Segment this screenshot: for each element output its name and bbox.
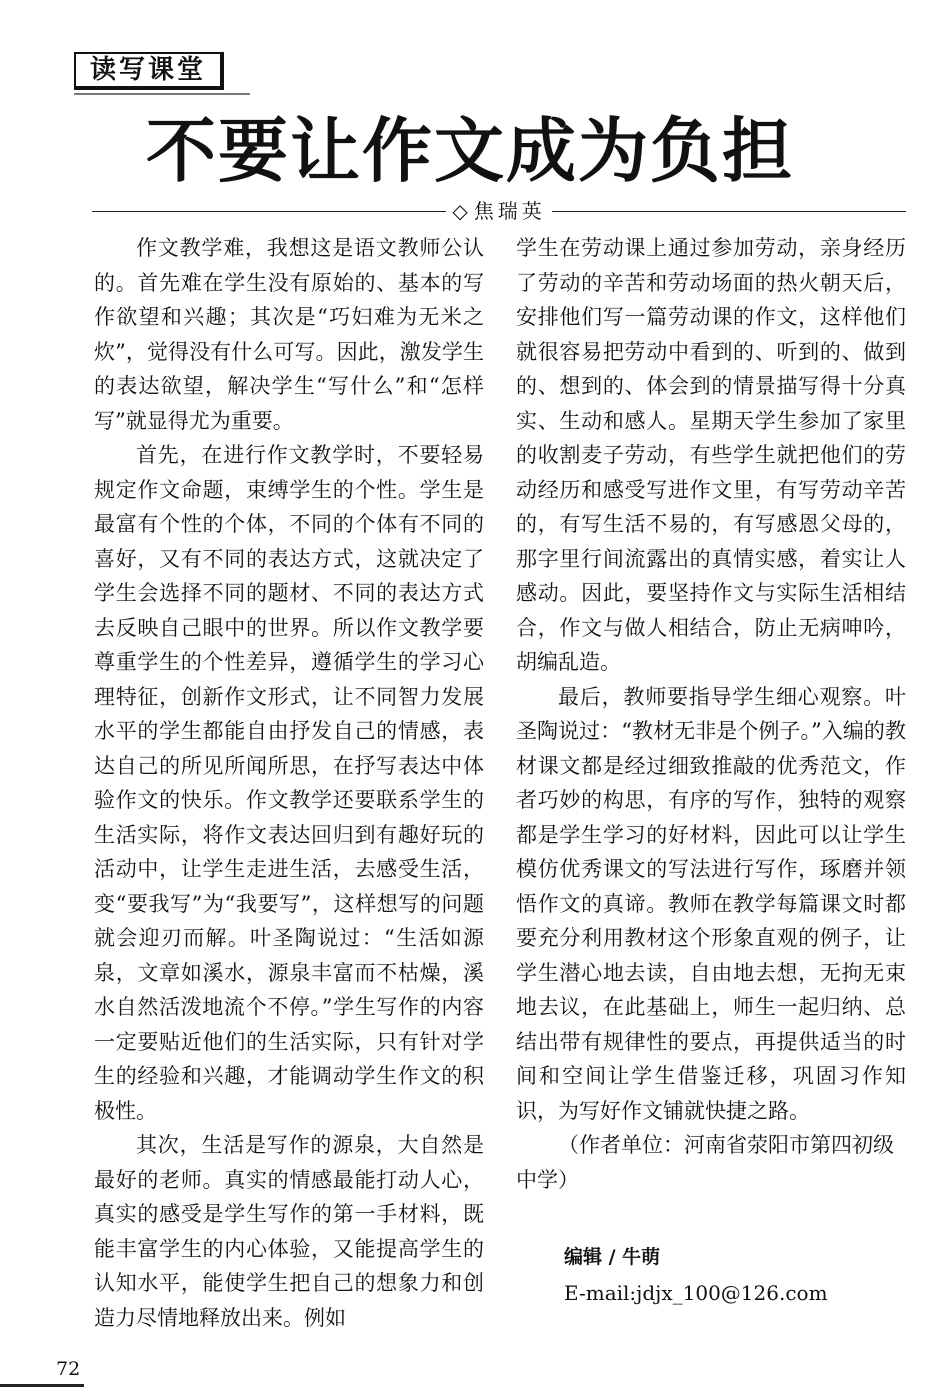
editor-email: E-mail:jdjx_100@126.com (564, 1281, 828, 1305)
page-number: 72 (56, 1358, 81, 1380)
byline-rule-left (92, 211, 446, 212)
paragraph: 其次，生活是写作的源泉，大自然是最好的老师。真实的情感最能打动人心，真实的感受是学生写作的第一手材料，既能丰富学生的内心体验，又能提高学生的认知水平，能使学生把自己的想象力和创造力尽情地释放出来。例如 (94, 1133, 484, 1330)
paragraph: 首先，在进行作文教学时，不要轻易规定作文命题，束缚学生的个性。学生是最富有个性的个体，不同的个体有不同的喜好，又有不同的表达方式，这就决定了学生会选择不同的题材、不同的表达方式去反映自己眼中的世界。所以作文教学要尊重学生的个性差异，遵循学生的学习心理特征，创新作文形式，让不同智力发展水平的学生都能自由抒发自己的情感，表达自己的所见所闻所思，在抒写表达中体验作文的快乐。作文教学还要联系学生的生活实际，将作文表达回归到有趣好玩的活动中，让学生走进生活，去感受生活，变“要我写”为“我要写”，这样想写的问题就会迎刃而解。叶圣陶说过：“生活如源泉，文章如溪水，源泉丰富而不枯燥，溪水自然活泼地流个不停。”学生写作的内容一定要贴近他们的生活实际，只有针对学生的经验和兴趣，才能调动学生作文的积极性。 (94, 443, 484, 1123)
diamond-icon: ◇ (452, 199, 472, 223)
right-column (516, 231, 906, 1311)
left-column (94, 231, 484, 1335)
byline (92, 196, 906, 226)
editor-info (516, 1239, 906, 1311)
section-tag: 读写课堂 (74, 52, 224, 90)
author-affiliation: （作者单位：河南省荥阳市第四初级中学） (516, 1133, 894, 1192)
author-name: 焦瑞英 (473, 199, 546, 223)
author (446, 196, 551, 226)
editor-name: 编辑 / 牛萌 (564, 1246, 661, 1268)
page-number-rule (0, 1384, 84, 1387)
paragraph: 最后，教师要指导学生细心观察。叶圣陶说过：“教材无非是个例子。”入编的教材课文都是经过细致推敲的优秀范文，作者巧妙的构思，有序的写作，独特的观察都是学生学习的好材料，因此可以让学生模仿优秀课文的写法进行写作，琢磨并领悟作文的真谛。教师在教学每篇课文时都要充分利用教材这个形象直观的例子，让学生潜心地去读，自由地去想，无拘无束地去议，在此基础上，师生一起归纳、总结出带有规律性的要点，再提供适当的时间和空间让学生借鉴迁移，巩固习作知识，为写好作文铺就快捷之路。 (516, 684, 906, 1123)
paragraph: 学生在劳动课上通过参加劳动，亲身经历了劳动的辛苦和劳动场面的热火朝天后，安排他们写一篇劳动课的作文，这样他们就很容易把劳动中看到的、听到的、做到的、想到的、体会到的情景描写得十分真实、生动和感人。星期天学生参加了家里的收割麦子劳动，有些学生就把他们的劳动经历和感受写进作文里，有写劳动辛苦的，有写生活不易的，有写感恩父母的，那字里行间流露出的真情实感，着实让人感动。因此，要坚持作文与实际生活相结合，作文与做人相结合，防止无病呻吟，胡编乱造。 (516, 236, 906, 674)
byline-rule-right (552, 211, 906, 212)
article-title: 不要让作文成为负担 (146, 110, 794, 192)
paragraph: 作文教学难，我想这是语文教师公认的。首先难在学生没有原始的、基本的写作欲望和兴趣；其次是“巧妇难为无米之炊”，觉得没有什么可写。因此，激发学生的表达欲望，解决学生“写什么”和“怎样写”就显得尤为重要。 (94, 236, 484, 433)
